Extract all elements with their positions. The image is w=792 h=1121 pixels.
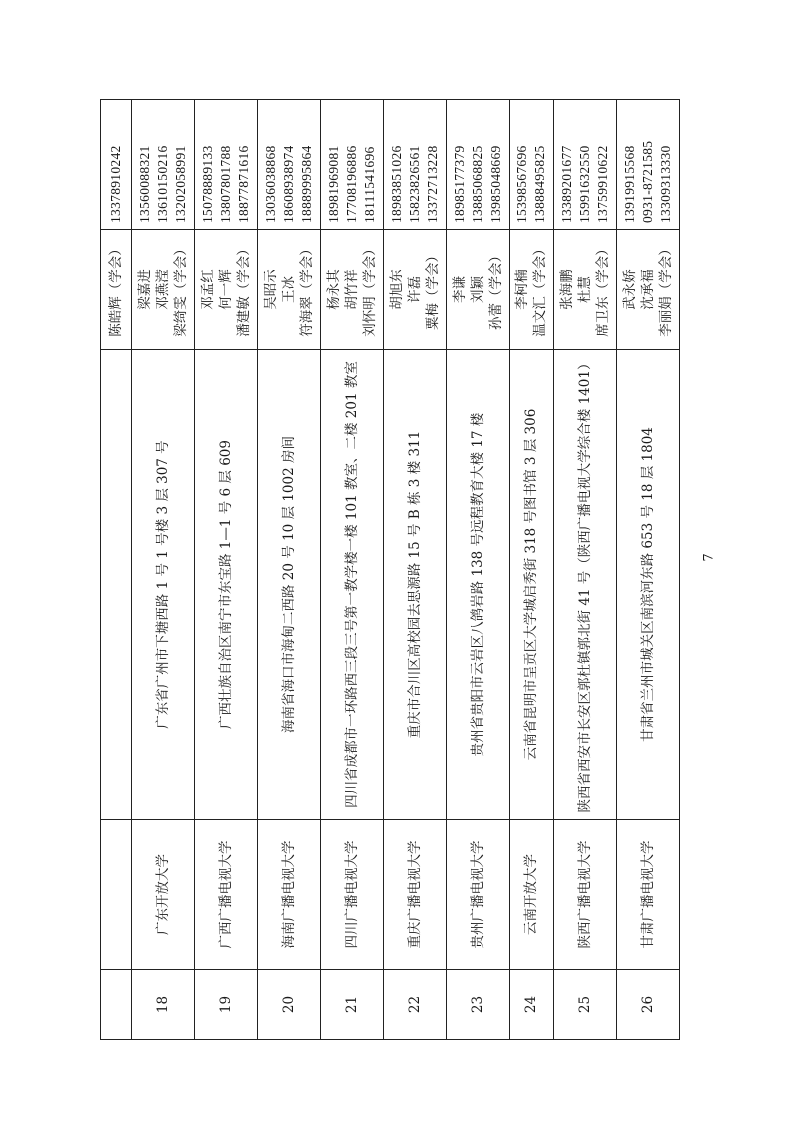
address-cell <box>101 350 132 820</box>
row-number: 18 <box>132 970 195 1040</box>
phone-number: 13610150216 <box>154 145 170 223</box>
contact-cell <box>510 230 554 350</box>
phone-cell <box>510 100 554 230</box>
contact-name: 梁绮雯（学会） <box>173 242 190 337</box>
table-row <box>195 100 258 1040</box>
table-row <box>447 100 510 1040</box>
row-number: 23 <box>447 970 510 1040</box>
rotated-table-wrapper <box>100 100 680 1040</box>
contact-table <box>100 99 680 1040</box>
contact-name: 杜慧 <box>576 276 593 303</box>
institution-name: 贵州广播电视大学 <box>447 820 510 970</box>
table-row <box>132 100 195 1040</box>
phone-number: 15991632550 <box>576 145 592 223</box>
contact-cell <box>447 230 510 350</box>
contact-name: 梁嘉进 <box>136 269 153 310</box>
phone-number: 13560088321 <box>136 145 152 223</box>
institution-address: 重庆市合川区高校园去思源路 15 号 B 栋 3 楼 311 <box>384 350 447 820</box>
row-number: 25 <box>553 970 616 1040</box>
institution-name: 云南开放大学 <box>510 820 554 970</box>
contact-cell <box>195 230 258 350</box>
phone-number: 0931-8721585 <box>639 140 655 223</box>
contact-name: 粟梅（学会） <box>425 249 442 330</box>
contact-name: 王冰 <box>280 276 297 303</box>
phone-number: 18981969081 <box>325 145 341 223</box>
institution-address: 海南省海口市海甸二西路 20 号 10 层 1002 房间 <box>258 350 321 820</box>
phone-number: 13759910622 <box>594 145 610 223</box>
table-row <box>616 100 679 1040</box>
contact-name: 刘颖 <box>469 276 486 303</box>
phone-number: 13888495825 <box>532 145 548 223</box>
row-number: 21 <box>321 970 384 1040</box>
contact-name: 许磊 <box>406 276 423 303</box>
number-cell <box>101 970 132 1040</box>
row-number: 22 <box>384 970 447 1040</box>
phone-cell <box>616 100 679 230</box>
contact-name: 胡竹祥 <box>343 269 360 310</box>
row-number: 26 <box>616 970 679 1040</box>
phone-number: 18889995864 <box>299 145 315 223</box>
institution-name: 海南广播电视大学 <box>258 820 321 970</box>
institution-address: 贵州省贵阳市云岩区八鸽岩路 138 号远程教育大楼 17 楼 <box>447 350 510 820</box>
phone-number: 13372713228 <box>425 145 441 223</box>
contact-name: 李谦 <box>451 276 468 303</box>
phone-number: 18608938974 <box>280 145 296 223</box>
phone-number: 18877871616 <box>236 145 252 223</box>
contact-name: 邓燕滢 <box>154 269 171 310</box>
phone-number: 15398567696 <box>514 145 530 223</box>
institution-name: 重庆广播电视大学 <box>384 820 447 970</box>
contact-name: 孙蕾（学会） <box>488 249 505 330</box>
institution-name: 广西广播电视大学 <box>195 820 258 970</box>
institution-address: 陕西省西安市长安区郭杜镇郭北街 41 号（陕西广播电视大学综合楼 1401） <box>553 350 616 820</box>
phone-number: 13807801788 <box>217 145 233 223</box>
institution-address: 广东省广州市下塘西路 1 号 1 号楼 3 层 307 号 <box>132 350 195 820</box>
phone-cell <box>132 100 195 230</box>
contact-cell <box>101 230 132 350</box>
institution-address: 甘肃省兰州市城关区南滨河东路 653 号 18 层 1804 <box>616 350 679 820</box>
table-row <box>384 100 447 1040</box>
phone-cell <box>384 100 447 230</box>
table-row <box>258 100 321 1040</box>
phone-number: 18983851026 <box>388 145 404 223</box>
row-number: 24 <box>510 970 554 1040</box>
contact-name: 沈承福 <box>639 269 656 310</box>
contact-cell <box>553 230 616 350</box>
phone-cell <box>101 100 132 230</box>
phone-number: 13389201677 <box>558 145 574 223</box>
phone-number: 13309313330 <box>658 145 674 223</box>
phone-number: 15078889133 <box>199 145 215 223</box>
contact-name: 张海鹏 <box>558 269 575 310</box>
institution-name: 陕西广播电视大学 <box>553 820 616 970</box>
institution-cell <box>101 820 132 970</box>
contact-cell <box>321 230 384 350</box>
institution-name: 四川广播电视大学 <box>321 820 384 970</box>
table-row <box>553 100 616 1040</box>
contact-name: 邓孟红 <box>199 269 216 310</box>
table-row <box>510 100 554 1040</box>
contact-name: 席卫东（学会） <box>594 242 611 337</box>
contact-cell <box>616 230 679 350</box>
phone-number: 13919915568 <box>621 145 637 223</box>
contact-name: 李丽娟（学会） <box>658 242 675 337</box>
phone-number: 17708196886 <box>343 145 359 223</box>
row-number: 19 <box>195 970 258 1040</box>
phone-cell <box>553 100 616 230</box>
phone-number: 18985177379 <box>451 145 467 223</box>
phone-cell <box>258 100 321 230</box>
institution-address: 云南省昆明市呈贡区大学城启秀街 318 号图书馆 3 层 306 <box>510 350 554 820</box>
contact-name: 何一辉 <box>217 269 234 310</box>
row-number: 20 <box>258 970 321 1040</box>
page-number: 7 <box>701 553 717 562</box>
contact-name: 李柯楠 <box>514 269 531 310</box>
phone-number: 13985048669 <box>488 145 504 223</box>
phone-number: 13202058991 <box>173 145 189 223</box>
phone-cell <box>321 100 384 230</box>
contact-name: 杨永其 <box>325 269 342 310</box>
phone-number: 15823826561 <box>406 145 422 223</box>
contact-name: 温文汇（学会） <box>532 242 549 337</box>
contact-name: 胡旭东 <box>388 269 405 310</box>
contact-cell <box>258 230 321 350</box>
contact-name: 武永娇 <box>621 269 638 310</box>
contact-cell <box>132 230 195 350</box>
phone-cell <box>195 100 258 230</box>
institution-name: 甘肃广播电视大学 <box>616 820 679 970</box>
phone-number: 13885068825 <box>469 145 485 223</box>
contact-name: 潘建敏（学会） <box>236 242 253 337</box>
phone-number: 13378910242 <box>107 145 123 223</box>
contact-name: 刘怀明（学会） <box>362 242 379 337</box>
table-header-row <box>101 100 132 1040</box>
contact-cell <box>384 230 447 350</box>
table-row <box>321 100 384 1040</box>
contact-name: 陈皓辉（学会） <box>107 242 124 337</box>
institution-name: 广东开放大学 <box>132 820 195 970</box>
phone-number: 18111541696 <box>362 146 378 223</box>
institution-address: 四川省成都市一环路西三段三号第一教学楼一楼 101 教室、二楼 201 教室 <box>321 350 384 820</box>
contact-name: 符海翠（学会） <box>299 242 316 337</box>
institution-address: 广西壮族自治区南宁市东宝路 1—1 号 6 层 609 <box>195 350 258 820</box>
contact-name: 吴昭示 <box>262 269 279 310</box>
phone-cell <box>447 100 510 230</box>
phone-number: 13036038868 <box>262 145 278 223</box>
